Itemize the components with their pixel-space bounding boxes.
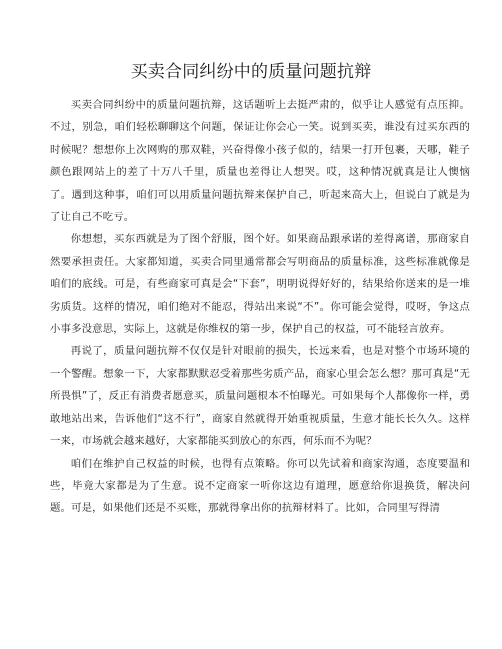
document-body xyxy=(50,94,470,520)
paragraph-3: 再说了，质量问题抗辩不仅仅是针对眼前的损失，长远来看，也是对整个市场环境的一个警醒。想象一下，大家都默默忍受着那些劣质产品，商家心里会怎么想？那可真是“无所畏惧”了，反正有消费者愿意买，质量问题根本不怕曝光。可如果每个人都像你一样，勇敢地站出来，告诉他们“这不行”，商家自然就得开始重视质量，生意才能长长久久。这样一来，市场就会越来越好，大家都能买到放心的东西，何乐而不为呢？ xyxy=(50,345,470,448)
paragraph-4: 咱们在维护自己权益的时候，也得有点策略。你可以先试着和商家沟通，态度要温和些，毕竟大家都是为了生意。说不定商家一听你这边有道理，愿意给你退换货，解决问题。可是，如果他们还是不买账，那就得拿出你的抗辩材料了。比如，合同里写得清 xyxy=(50,457,470,515)
paragraph-1: 买卖合同纠纷中的质量问题抗辩，这话题听上去挺严肃的，似乎让人感觉有点压抑。不过，别急，咱们轻松聊聊这个问题，保证让你会心一笑。说到买卖，谁没有过买东西的时候呢？想想你上次网购的那双鞋，兴奋得像小孩子似的，结果一打开包裹，天哪，鞋子颜色跟网站上的差了十万八千里，质量也差得让人想哭。哎，这种情况就真是让人懊恼了。遇到这种事，咱们可以用质量问题抗辩来保护自己，听起来高大上，但说白了就是为了让自己不吃亏。 xyxy=(50,99,470,224)
document-title: 买卖合同纠纷中的质量问题抗辩 xyxy=(130,62,372,82)
paragraph-2: 你想想，买东西就是为了图个舒服，图个好。如果商品跟承诺的差得离谱，那商家自然要承担责任。大家都知道，买卖合同里通常都会写明商品的质量标准，这些标准就像是咱们的底线。可是，有些商家可真是会“下套”，明明说得好好的，结果给你送来的是一堆劣质货。这样的情况，咱们绝对不能忍，得站出来说“不”。你可能会觉得，哎呀，争这点小事多没意思，实际上，这就是你维权的第一步，保护自己的权益，可不能轻言放弃。 xyxy=(50,233,470,336)
